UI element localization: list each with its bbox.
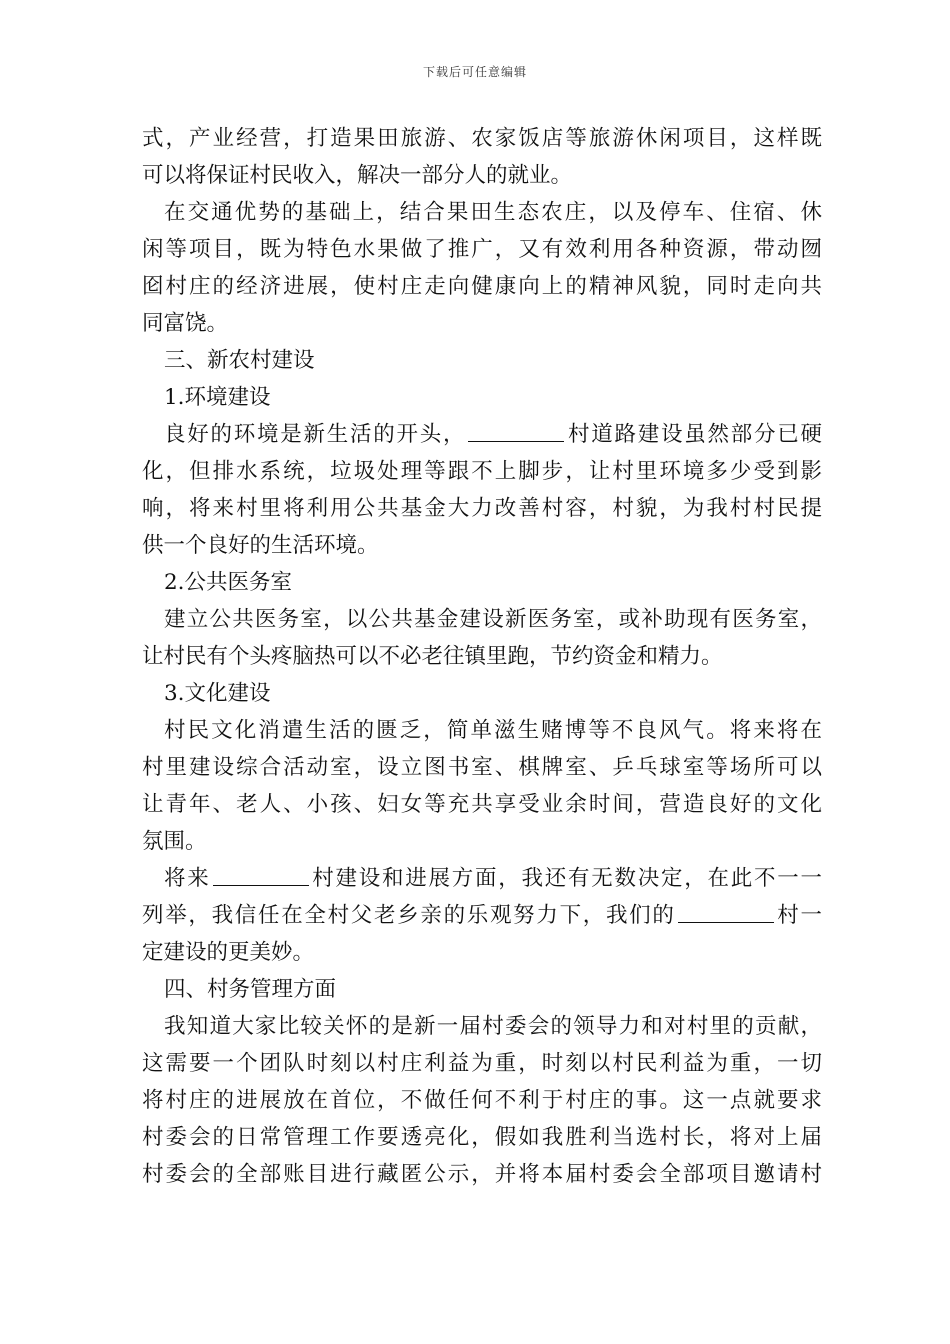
subsection-heading: 1.环境建设 bbox=[164, 385, 271, 410]
paragraph-start-line: 建立公共医务室，以公共基金建设新医务室，或补助现有医务室， bbox=[164, 607, 822, 632]
text-segment: 村道路建设虽然部分已硬 bbox=[566, 422, 822, 447]
text-line: 化，但排水系统，垃圾处理等跟不上脚步，让村里环境多少受到影 bbox=[142, 459, 822, 484]
text-line: 闲等项目，既为特色水果做了推广，又有效利用各种资源，带动囫 bbox=[142, 237, 822, 262]
document-body bbox=[142, 120, 822, 1193]
paragraph-start-line: 在交通优势的基础上，结合果田生态农庄，以及停车、住宿、休 bbox=[164, 200, 822, 225]
section-heading: 四、村务管理方面 bbox=[164, 977, 337, 1002]
paragraph-start-line bbox=[142, 416, 822, 453]
text-line: 囵村庄的经济进展，使村庄走向健康向上的精神风貌，同时走向共 bbox=[142, 274, 822, 299]
section-heading: 三、新农村建设 bbox=[164, 348, 315, 373]
fill-in-blank bbox=[213, 863, 309, 886]
subsection-heading: 2.公共医务室 bbox=[164, 570, 293, 595]
text-line: 这需要一个团队时刻以村庄利益为重，时刻以村民利益为重，一切 bbox=[142, 1051, 822, 1076]
text-segment: 村建设和进展方面，我还有无数决定，在此不一一 bbox=[310, 866, 822, 891]
text-line bbox=[142, 897, 822, 934]
text-segment: 村一 bbox=[775, 903, 822, 928]
text-segment: 良好的环境是新生活的开头， bbox=[164, 422, 467, 447]
text-line: 式，产业经营，打造果田旅游、农家饭店等旅游休闲项目，这样既 bbox=[142, 126, 822, 151]
text-line: 让村民有个头疼脑热可以不必老往镇里跑，节约资金和精力。 bbox=[142, 644, 723, 669]
text-line: 村里建设综合活动室，设立图书室、棋牌室、乒乓球室等场所可以 bbox=[142, 755, 822, 780]
fill-in-blank bbox=[468, 419, 564, 442]
text-line: 村委会的日常管理工作要透亮化，假如我胜利当选村长，将对上届 bbox=[142, 1125, 822, 1150]
text-line: 响，将来村里将利用公共基金大力改善村容，村貌，为我村村民提 bbox=[142, 496, 822, 521]
text-line: 可以将保证村民收入，解决一部分人的就业。 bbox=[142, 163, 573, 188]
subsection-heading: 3.文化建设 bbox=[164, 681, 271, 706]
text-line: 村委会的全部账目进行藏匿公示，并将本届村委会全部项目邀请村 bbox=[142, 1162, 822, 1187]
fill-in-blank bbox=[678, 900, 774, 923]
paragraph-start-line bbox=[142, 860, 822, 897]
text-line: 将村庄的进展放在首位，不做任何不利于村庄的事。这一点就要求 bbox=[142, 1088, 822, 1113]
paragraph-start-line: 村民文化消遣生活的匮乏，简单滋生赌博等不良风气。将来将在 bbox=[164, 718, 822, 743]
text-segment: 列举，我信任在全村父老乡亲的乐观努力下，我们的 bbox=[142, 903, 676, 928]
text-line: 让青年、老人、小孩、妇女等充共享受业余时间，营造良好的文化 bbox=[142, 792, 822, 817]
text-line: 供一个良好的生活环境。 bbox=[142, 533, 379, 558]
text-line: 氛围。 bbox=[142, 829, 207, 854]
text-line: 同富饶。 bbox=[142, 311, 229, 336]
page-header-note: 下载后可任意编辑 bbox=[422, 65, 527, 79]
paragraph-start-line: 我知道大家比较关怀的是新一届村委会的领导力和对村里的贡献， bbox=[164, 1014, 822, 1039]
text-line: 定建设的更美妙。 bbox=[142, 940, 315, 965]
text-segment: 将来 bbox=[164, 866, 211, 891]
